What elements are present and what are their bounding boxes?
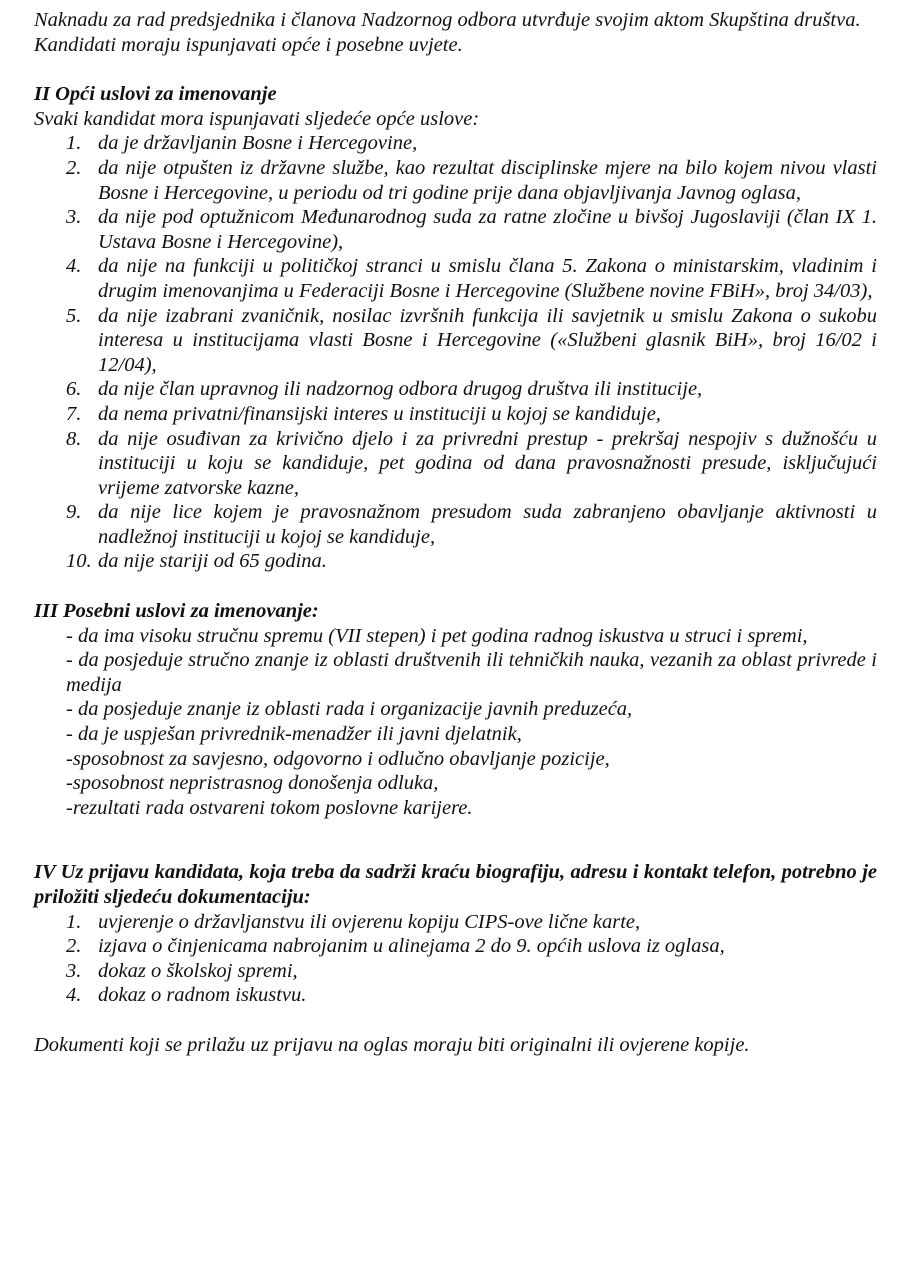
- list-item: 7. da nema privatni/finansijski interes u instituciji u kojoj se kandiduje,: [66, 402, 661, 425]
- list-item: 6. da nije član upravnog ili nadzornog odbora drugog društva ili institucije,: [66, 378, 703, 401]
- general-conditions-list: [34, 131, 877, 574]
- list-item: -sposobnost za savjesno, odgovorno i odlučno obavljanje pozicije,: [66, 747, 610, 770]
- list-item: 10. da nije stariji od 65 godina.: [66, 550, 327, 573]
- list-item: -sposobnost nepristrasnog donošenja odluka,: [66, 772, 439, 795]
- document-page: [34, 8, 877, 1058]
- special-conditions-list: [34, 624, 877, 821]
- list-item: - da je uspješan privrednik-menadžer ili javni djelatnik,: [66, 723, 522, 746]
- list-item: 4. da nije na funkciji u političkoj stranci u smislu člana 5. Zakona o ministarskim, vladinim i drugim imenovanjima u Federaciji Bosne i Hercegovine (Službene novine FBiH», broj 34/03),: [66, 255, 877, 302]
- intro-paragraph-fee: Naknadu za rad predsjednika i članova Nadzornog odbora utvrđuje svojim aktom Skupština društva.: [34, 9, 861, 31]
- list-item: - da posjeduje znanje iz oblasti rada i organizacije javnih preduzeća,: [66, 698, 633, 721]
- list-item: 2. da nije otpušten iz državne službe, kao rezultat disciplinske mjere na bilo kojem nivou vlasti Bosne i Hercegovine, u periodu od tri godine prije dana objavljivanja Javnog oglasa,: [66, 156, 877, 204]
- list-item: 2. izjava o činjenicama nabrojanim u alinejama 2 do 9. općih uslova iz oglasa,: [66, 935, 725, 958]
- general-conditions-lead: Svaki kandidat mora ispunjavati sljedeće opće uslove:: [34, 107, 480, 130]
- list-item: 8. da nije osuđivan za krivično djelo i za privredni prestup - prekršaj nespojiv s dužnošću u instituciji u koju se kandiduje, pet godina od dana pravosnažnosti presude, isključujući vrijeme zatvorske kazne,: [66, 427, 877, 499]
- documents-heading: IV Uz prijavu kandidata, koja treba da sadrži kraću biografiju, adresu i kontakt telefon, potrebno je priložiti sljedeću dokumentaciju:: [34, 861, 877, 908]
- special-conditions-heading: III Posebni uslovi za imenovanje:: [34, 600, 319, 623]
- list-item: -rezultati rada ostvareni tokom poslovne karijere.: [66, 796, 473, 819]
- list-item: 9. da nije lice kojem je pravosnažnom presudom suda zabranjeno obavljanje aktivnosti u nadležnoj instituciji u kojoj se kandiduje,: [66, 501, 877, 548]
- list-item: 5. da nije izabrani zvaničnik, nosilac izvršnih funkcija ili savjetnik u smislu Zakona o sukobu interesa u institucijama vlasti Bosne i Hercegovine («Službeni glasnik BiH», broj 16/02 i 12/04),: [66, 304, 877, 376]
- documents-list: [34, 910, 877, 1008]
- list-item: 3. dokaz o školskoj spremi,: [66, 959, 298, 982]
- list-item: 1. uvjerenje o državljanstvu ili ovjerenu kopiju CIPS-ove lične karte,: [66, 910, 641, 933]
- list-item: 4. dokaz o radnom iskustvu.: [66, 984, 307, 1007]
- general-conditions-heading: II Opći uslovi za imenovanje: [34, 83, 277, 106]
- list-item: 3. da nije pod optužnicom Međunarodnog suda za ratne zločine u bivšoj Jugoslaviji (član IX 1. Ustava Bosne i Hercegovine),: [66, 206, 877, 253]
- intro-paragraph-conditions: Kandidati moraju ispunjavati opće i posebne uvjete.: [34, 33, 463, 56]
- list-item: - da ima visoku stručnu spremu (VII stepen) i pet godina radnog iskustva u struci i spremi,: [66, 624, 808, 647]
- closing-note: Dokumenti koji se prilažu uz prijavu na oglas moraju biti originalni ili ovjerene kopije.: [34, 1033, 750, 1056]
- list-item: - da posjeduje stručno znanje iz oblasti društvenih ili tehničkih nauka, vezanih za oblast privrede i medija: [66, 649, 877, 696]
- list-item: 1. da je državljanin Bosne i Hercegovine,: [66, 132, 418, 155]
